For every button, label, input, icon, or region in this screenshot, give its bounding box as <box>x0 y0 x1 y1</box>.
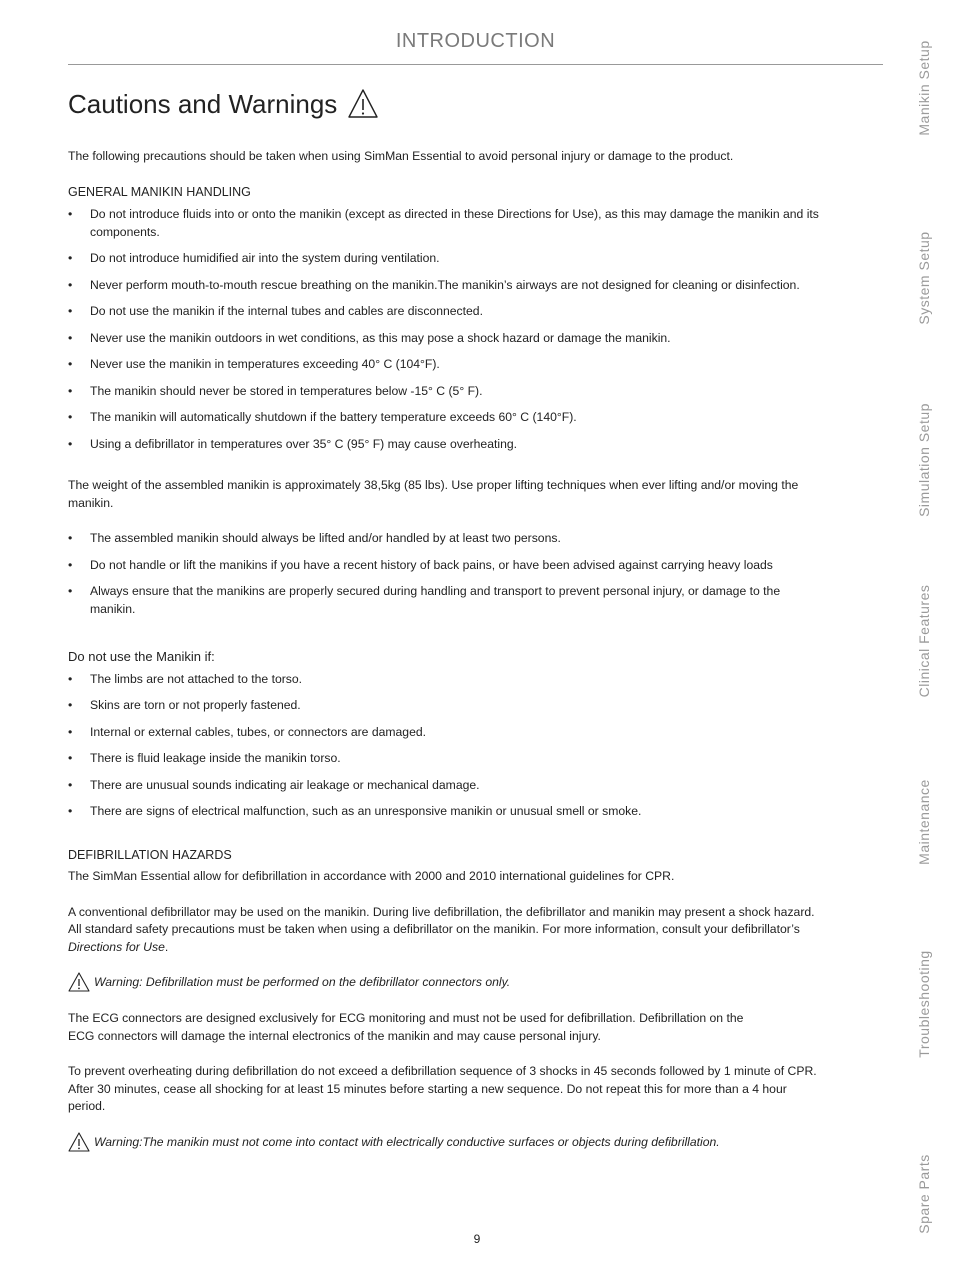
list-item: • Do not introduce humidified air into the system during ventilation. <box>68 250 823 268</box>
defib-paragraph-1: The SimMan Essential allow for defibrillation in accordance with 2000 and 2010 international guidelines for CPR. <box>68 869 675 883</box>
title-row <box>68 88 379 120</box>
warning-triangle-icon <box>347 88 379 120</box>
warning-note <box>68 974 823 992</box>
list-item: • Internal or external cables, tubes, or connectors are damaged. <box>68 724 823 742</box>
list-item: • Never perform mouth-to-mouth rescue breathing on the manikin.The manikin’s airways are not designed for cleaning or disinfection. <box>68 277 823 295</box>
list-item: • The assembled manikin should always be lifted and/or handled by at least two persons. <box>68 530 823 548</box>
sidebar-tab-troubleshooting[interactable]: Troubleshooting <box>916 950 932 1058</box>
list-item: • There are signs of electrical malfunction, such as an unresponsive manikin or unusual smell or smoke. <box>68 803 823 821</box>
list-item: • There are unusual sounds indicating air leakage or mechanical damage. <box>68 777 823 795</box>
list-item: • Always ensure that the manikins are properly secured during handling and transport to prevent personal injury, or damage to the manikin. <box>68 583 823 618</box>
general-handling-list <box>68 206 823 453</box>
sidebar-tab-simulation-setup[interactable]: Simulation Setup <box>916 403 932 517</box>
list-item: • The manikin will automatically shutdown if the battery temperature exceeds 60° C (140°F). <box>68 409 823 427</box>
sidebar-tab-system-setup[interactable]: System Setup <box>916 231 932 325</box>
page-title: Cautions and Warnings <box>68 88 338 119</box>
list-item: • Do not introduce fluids into or onto the manikin (except as directed in these Directions for Use), as this may damage the manikin and its components. <box>68 206 823 241</box>
warning-text: Warning:The manikin must not come into contact with electrically conductive surfaces or objects during defibrillation. <box>94 1134 720 1149</box>
defib-paragraph-4: To prevent overheating during defibrillation do not exceed a defibrillation sequence of 3 shocks in 45 seconds followed by 1 minute of CPR. After 30 minutes, cease all shocking for at least 15 minutes before starting a new sequence. Do not repeat this for more than a 4 hour period. <box>68 1064 817 1113</box>
lifting-list <box>68 530 823 618</box>
general-handling-heading: GENERAL MANIKIN HANDLING <box>68 184 251 199</box>
warning-note <box>68 1134 823 1152</box>
sidebar-tab-maintenance[interactable]: Maintenance <box>916 779 932 865</box>
warning-text: Warning: Defibrillation must be performed on the defibrillator connectors only. <box>94 975 511 989</box>
sidebar-tab-clinical-features[interactable]: Clinical Features <box>916 584 932 698</box>
sidebar-tab-manikin-setup[interactable]: Manikin Setup <box>916 40 932 136</box>
main-content <box>68 148 823 1152</box>
list-item: • Never use the manikin in temperatures exceeding 40° C (104°F). <box>68 356 823 374</box>
do-not-use-heading: Do not use the Manikin if: <box>68 649 215 664</box>
section-header <box>68 30 883 65</box>
list-item: • The limbs are not attached to the torso. <box>68 671 823 689</box>
list-item: • Do not handle or lift the manikins if you have a recent history of back pains, or have been advised against carrying heavy loads <box>68 557 823 575</box>
sidebar-tab-spare-parts[interactable]: Spare Parts <box>916 1154 932 1234</box>
list-item: • There is fluid leakage inside the manikin torso. <box>68 750 823 768</box>
chapter-sidebar <box>894 0 954 1272</box>
list-item: • The manikin should never be stored in temperatures below -15° C (5° F). <box>68 383 823 401</box>
weight-paragraph: The weight of the assembled manikin is approximately 38,5kg (85 lbs). Use proper lifting techniques when ever lifting and/or moving the manikin. <box>68 478 799 510</box>
intro-paragraph: The following precautions should be taken when using SimMan Essential to avoid personal injury or damage to the product. <box>68 149 734 163</box>
list-item: • Do not use the manikin if the internal tubes and cables are disconnected. <box>68 303 823 321</box>
do-not-use-list <box>68 671 823 821</box>
section-title: INTRODUCTION <box>395 30 556 52</box>
list-item: • Skins are torn or not properly fastened. <box>68 697 823 715</box>
list-item: • Never use the manikin outdoors in wet conditions, as this may pose a shock hazard or damage the manikin. <box>68 330 823 348</box>
warning-triangle-icon <box>68 1132 90 1152</box>
defibrillation-heading: DEFIBRILLATION HAZARDS <box>68 847 232 862</box>
defib-paragraph-3: The ECG connectors are designed exclusively for ECG monitoring and must not be used for defibrillation. Defibrillation on the ECG connectors will damage the internal electronics of the manikin and may cause personal injury. <box>68 1011 744 1043</box>
warning-triangle-icon <box>68 972 90 992</box>
page-number: 9 <box>473 1232 481 1246</box>
list-item: • Using a defibrillator in temperatures over 35° C (95° F) may cause overheating. <box>68 436 823 454</box>
defib-paragraph-2: A conventional defibrillator may be used on the manikin. During live defibrillation, the defibrillator and manikin may present a shock hazard. All standard safety precautions must be taken when using a defibrillator on the manikin. For more information, consult your defibrillator’s Directions for Use. <box>68 904 815 954</box>
